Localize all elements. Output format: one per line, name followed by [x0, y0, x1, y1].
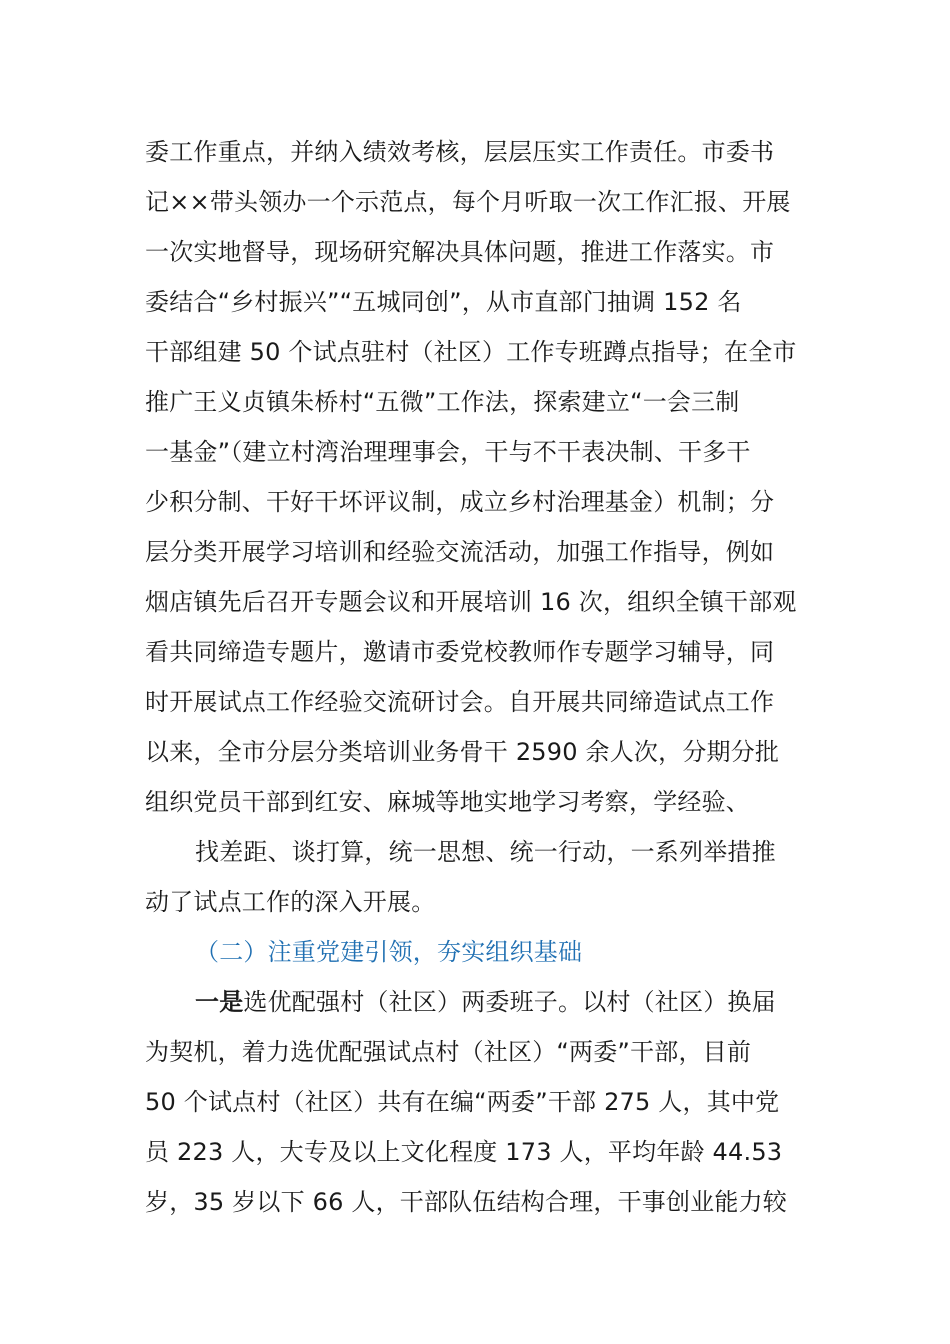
body-line: 时开展试点工作经验交流研讨会。自开展共同缔造试点工作: [145, 688, 775, 716]
paragraph-2-line: 找差距、谈打算，统一思想、统一行动，一系列举措推: [195, 838, 776, 866]
section-heading: （二）注重党建引领，夯实组织基础: [195, 938, 583, 966]
body-line: 一次实地督导，现场研究解决具体问题，推进工作落实。市: [145, 238, 775, 266]
first-line-rest: 选优配强村（社区）两委班子。以村（社区）换届: [243, 988, 776, 1016]
paragraph-3-line: 50 个试点村（社区）共有在编“两委”干部 275 人，其中党: [145, 1088, 780, 1116]
body-line: 推广王义贞镇朱桥村“五微”工作法，探索建立“一会三制: [145, 388, 740, 416]
paragraph-2-line: 动了试点工作的深入开展。: [145, 888, 436, 916]
paragraph-3-line: 员 223 人，大专及以上文化程度 173 人，平均年龄 44.53: [145, 1138, 783, 1166]
body-line: 一基金”（建立村湾治理理事会，干与不干表决制、干多干: [145, 438, 751, 466]
document-body: [145, 127, 810, 1227]
body-line: 看共同缔造专题片，邀请市委党校教师作专题学习辅导，同: [145, 638, 775, 666]
body-line: 以来，全市分层分类培训业务骨干 2590 余人次，分期分批: [145, 738, 780, 766]
body-line: 记××带头领办一个示范点，每个月听取一次工作汇报、开展: [145, 188, 791, 216]
body-line: 干部组建 50 个试点驻村（社区）工作专班蹲点指导；在全市: [145, 338, 797, 366]
body-line: 烟店镇先后召开专题会议和开展培训 16 次，组织全镇干部观: [145, 588, 797, 616]
body-line: 层分类开展学习培训和经验交流活动，加强工作指导，例如: [145, 538, 775, 566]
paragraph-3-first-line: [145, 977, 810, 1027]
bold-lead: 一是: [195, 988, 244, 1016]
body-line: 委结合“乡村振兴”“五城同创”，从市直部门抽调 152 名: [145, 288, 742, 316]
body-line: 少积分制、干好干坏评议制，成立乡村治理基金）机制；分: [145, 488, 775, 516]
body-line: 委工作重点，并纳入绩效考核，层层压实工作责任。市委书: [145, 138, 775, 166]
paragraph-3-line: 岁，35 岁以下 66 人，干部队伍结构合理，干事创业能力较: [145, 1188, 787, 1216]
body-line: 组织党员干部到红安、麻城等地实地学习考察，学经验、: [145, 788, 750, 816]
paragraph-3-line: 为契机，着力选优配强试点村（社区）“两委”干部，目前: [145, 1038, 752, 1066]
